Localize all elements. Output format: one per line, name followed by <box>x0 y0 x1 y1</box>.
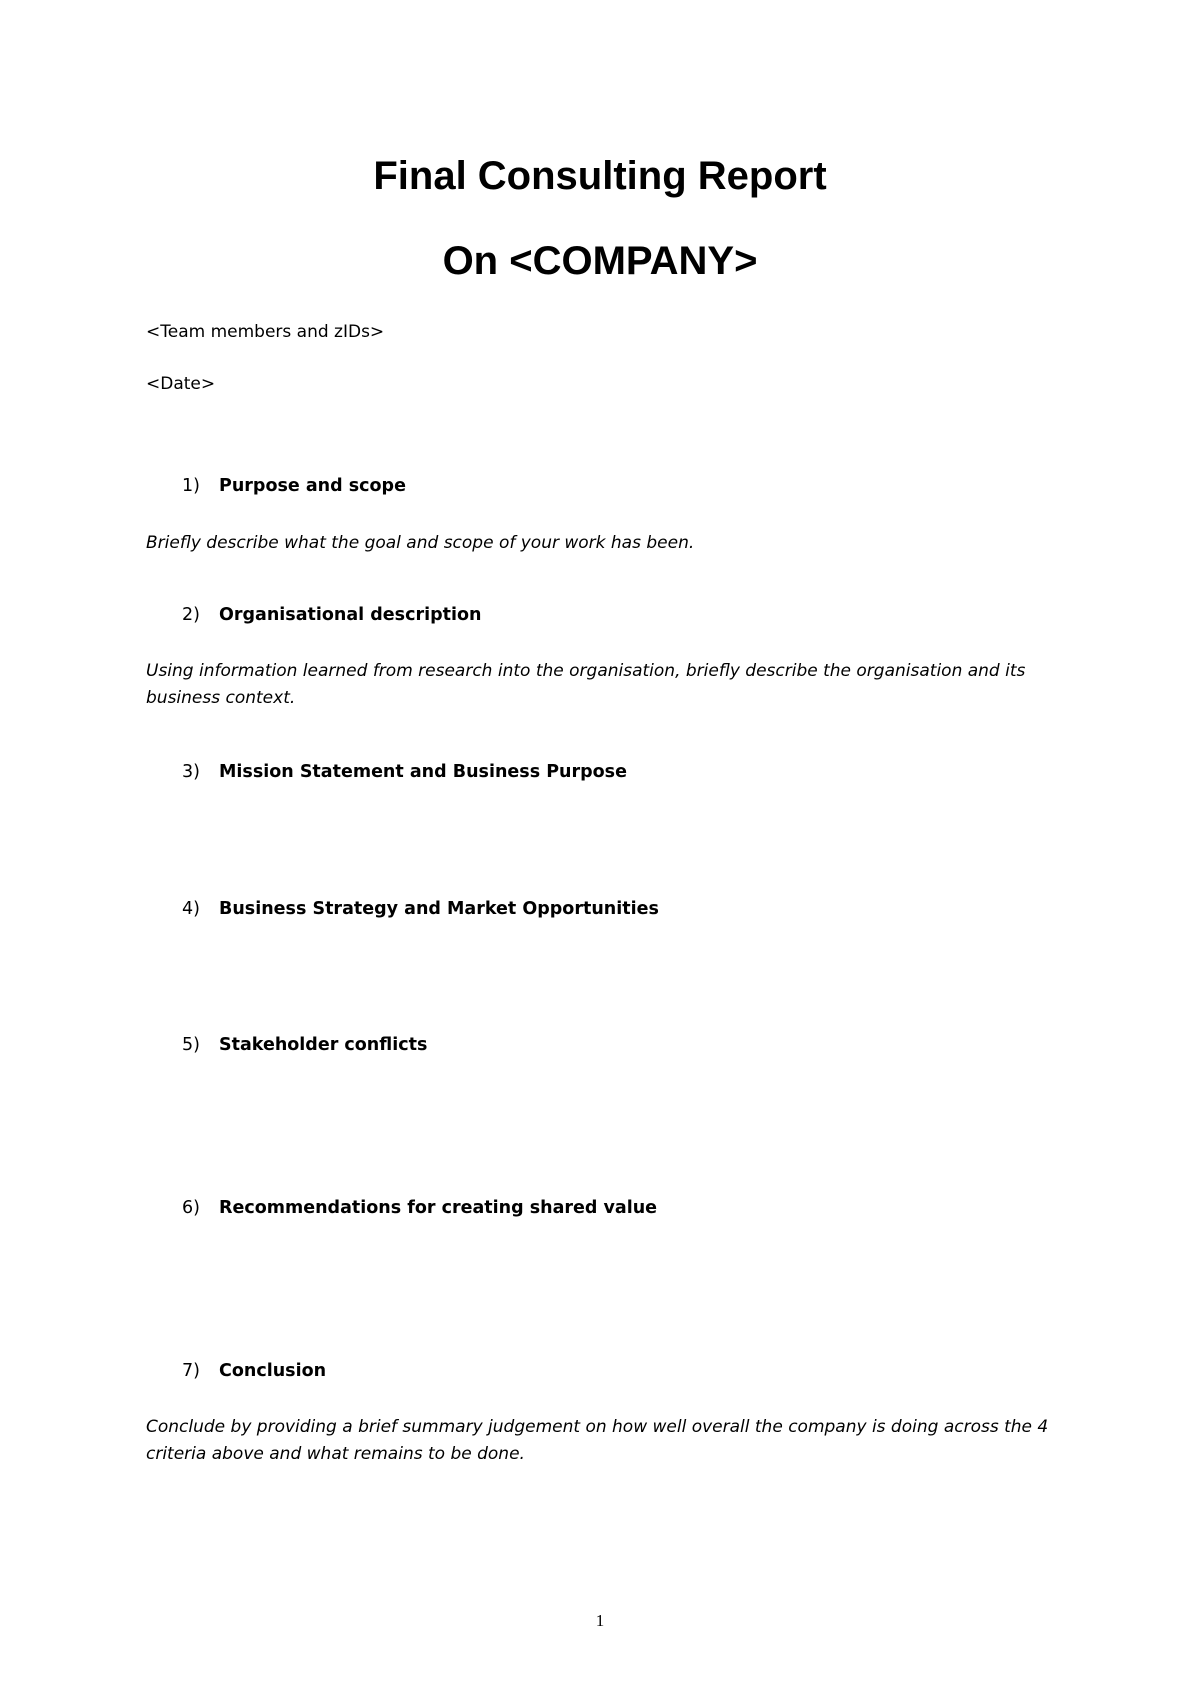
section-title: Purpose and scope <box>219 476 406 496</box>
section-heading-2 <box>146 604 481 626</box>
section-title: Stakeholder conflicts <box>219 1035 428 1055</box>
section-title: Business Strategy and Market Opportunities <box>219 899 659 919</box>
section-heading-3 <box>146 761 627 783</box>
section-heading-6 <box>146 1197 657 1219</box>
section-title: Conclusion <box>219 1361 327 1381</box>
section-description-1: Briefly describe what the goal and scope of your work has been. <box>146 533 695 553</box>
section-number: 3) <box>182 762 200 782</box>
section-number: 7) <box>182 1361 200 1381</box>
section-title: Recommendations for creating shared value <box>219 1198 658 1218</box>
section-title: Mission Statement and Business Purpose <box>219 762 627 782</box>
section-number: 1) <box>182 476 200 496</box>
report-company-title: On <COMPANY> <box>442 239 758 283</box>
section-heading-7 <box>146 1360 326 1382</box>
report-title: Final Consulting Report <box>373 154 827 198</box>
section-description-2: Using information learned from research into the organisation, briefly describe the organisation and its business context. <box>146 661 1026 708</box>
section-heading-5 <box>146 1034 427 1056</box>
section-description-7: Conclude by providing a brief summary judgement on how well overall the company is doing across the 4 criteria above and what remains to be done. <box>146 1417 1049 1464</box>
section-heading-4 <box>146 898 659 920</box>
section-number: 6) <box>182 1198 200 1218</box>
section-number: 2) <box>182 605 200 625</box>
section-heading-1 <box>146 475 406 497</box>
team-members-placeholder: <Team members and zIDs> <box>146 322 385 342</box>
section-title: Organisational description <box>219 605 482 625</box>
page-number: 1 <box>595 1611 605 1630</box>
date-placeholder: <Date> <box>146 374 216 394</box>
section-number: 4) <box>182 899 200 919</box>
section-number: 5) <box>182 1035 200 1055</box>
